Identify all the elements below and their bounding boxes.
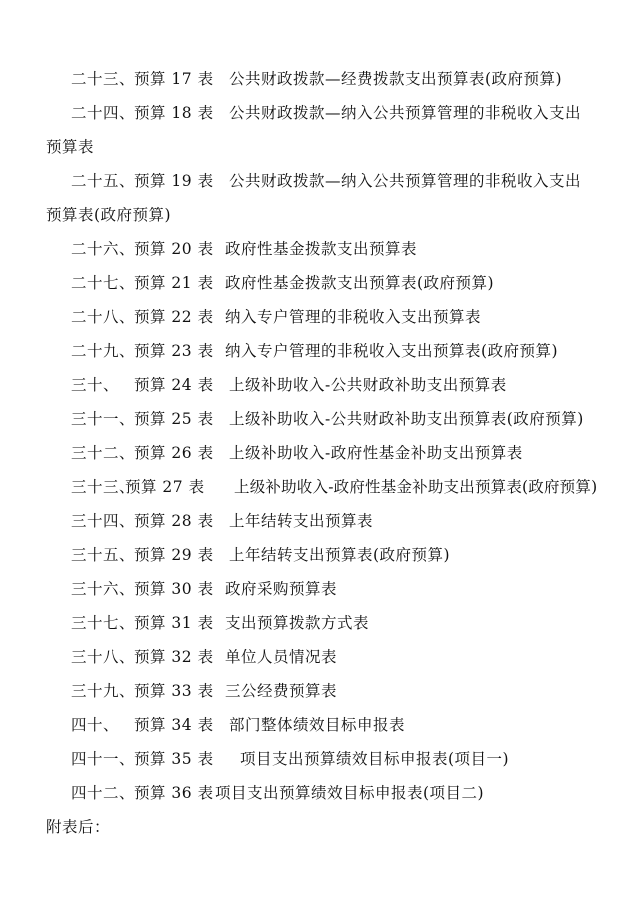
list-item	[71, 171, 581, 191]
item-title: 上级补助收入-政府性基金补助支出预算表(政府预算)	[234, 478, 598, 496]
item-table-ref: 预算 30 表	[134, 580, 214, 598]
item-title: 支出预算拨款方式表	[225, 614, 370, 632]
item-number: 二十六、	[71, 240, 136, 258]
item-table-ref: 预算 35 表	[134, 750, 214, 768]
item-table-ref: 预算 22 表	[134, 308, 214, 326]
item-number: 三十二、	[71, 444, 136, 462]
list-item	[71, 341, 558, 361]
item-number: 三十五、	[71, 546, 136, 564]
item-title: 上级补助收入-政府性基金补助支出预算表	[229, 444, 523, 462]
list-item	[71, 647, 337, 667]
item-number: 二十七、	[71, 274, 136, 292]
item-number: 三十六、	[71, 580, 136, 598]
item-title: 纳入专户管理的非税收入支出预算表	[225, 308, 482, 326]
item-number: 三十一、	[71, 410, 136, 428]
item-title: 三公经费预算表	[225, 682, 338, 700]
item-title: 政府性基金拨款支出预算表(政府预算)	[225, 274, 495, 292]
item-number: 三十三、	[71, 478, 136, 496]
list-item	[71, 681, 337, 701]
item-number: 二十五、	[71, 172, 136, 190]
item-number: 三十八、	[71, 648, 136, 666]
list-item-continuation: 预算表(政府预算)	[46, 206, 172, 224]
item-title: 政府性基金拨款支出预算表	[225, 240, 418, 258]
list-item	[71, 409, 584, 429]
appendix-note: 附表后：	[46, 818, 111, 836]
item-number: 三十九、	[71, 682, 136, 700]
item-table-ref: 预算 33 表	[134, 682, 214, 700]
item-table-ref: 预算 28 表	[134, 512, 214, 530]
list-item	[71, 239, 417, 259]
item-table-ref: 预算 21 表	[134, 274, 214, 292]
item-title: 上级补助收入-公共财政补助支出预算表(政府预算)	[229, 410, 584, 428]
list-item	[71, 613, 369, 633]
list-item-continuation: 预算表	[46, 138, 95, 156]
list-item	[71, 749, 509, 769]
item-title: 上年结转支出预算表	[229, 512, 374, 530]
list-item	[71, 273, 494, 293]
item-table-ref: 预算 27 表	[125, 478, 205, 496]
item-title: 项目支出预算绩效目标申报表(项目二)	[215, 784, 485, 802]
list-item	[71, 783, 484, 803]
item-title: 公共财政拨款—纳入公共预算管理的非税收入支出	[229, 104, 582, 122]
item-number: 三十、	[71, 376, 120, 394]
item-table-ref: 预算 19 表	[134, 172, 214, 190]
item-number: 三十四、	[71, 512, 136, 530]
item-number: 二十九、	[71, 342, 136, 360]
item-title: 纳入专户管理的非税收入支出预算表(政府预算)	[225, 342, 559, 360]
list-item	[71, 715, 405, 735]
list-item	[71, 443, 523, 463]
list-item	[71, 375, 507, 395]
item-number: 四十、	[71, 716, 120, 734]
item-table-ref: 预算 18 表	[134, 104, 214, 122]
list-item	[71, 307, 481, 327]
item-title: 上年结转支出预算表(政府预算)	[229, 546, 451, 564]
item-number: 二十八、	[71, 308, 136, 326]
item-table-ref: 预算 20 表	[134, 240, 214, 258]
item-table-ref: 预算 31 表	[134, 614, 214, 632]
list-item	[71, 103, 581, 123]
item-title: 公共财政拨款—纳入公共预算管理的非税收入支出	[229, 172, 582, 190]
list-item	[71, 69, 562, 89]
item-number: 二十三、	[71, 70, 136, 88]
item-table-ref: 预算 32 表	[134, 648, 214, 666]
item-table-ref: 预算 26 表	[134, 444, 214, 462]
list-item	[71, 545, 450, 565]
item-table-ref: 预算 36 表	[134, 784, 214, 802]
item-title: 部门整体绩效目标申报表	[229, 716, 406, 734]
item-table-ref: 预算 25 表	[134, 410, 214, 428]
item-number: 三十七、	[71, 614, 136, 632]
item-title: 单位人员情况表	[225, 648, 338, 666]
item-title: 政府采购预算表	[225, 580, 338, 598]
item-table-ref: 预算 29 表	[134, 546, 214, 564]
item-title: 上级补助收入-公共财政补助支出预算表	[229, 376, 507, 394]
item-table-ref: 预算 23 表	[134, 342, 214, 360]
item-table-ref: 预算 34 表	[134, 716, 214, 734]
item-number: 四十一、	[71, 750, 136, 768]
item-table-ref: 预算 24 表	[134, 376, 214, 394]
item-table-ref: 预算 17 表	[134, 70, 214, 88]
item-title: 公共财政拨款—经费拨款支出预算表(政府预算)	[229, 70, 563, 88]
item-title: 项目支出预算绩效目标申报表(项目一)	[240, 750, 510, 768]
list-item	[71, 579, 337, 599]
item-number: 二十四、	[71, 104, 136, 122]
item-number: 四十二、	[71, 784, 136, 802]
list-item	[71, 511, 373, 531]
list-item	[71, 477, 597, 497]
